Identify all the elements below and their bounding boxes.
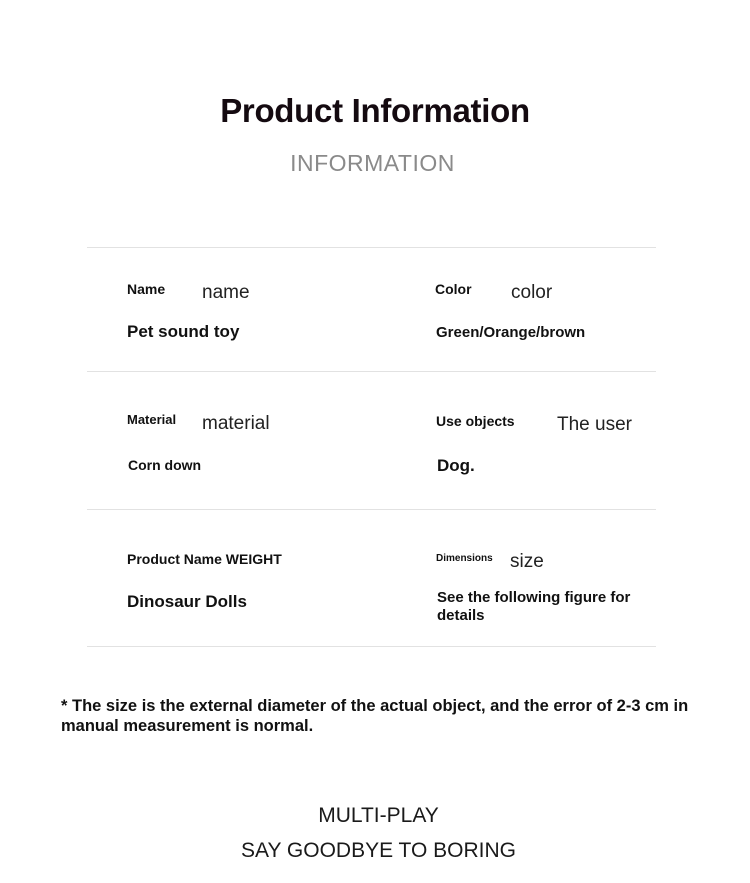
material-label-en: material bbox=[202, 413, 270, 434]
use-objects-label: Use objects bbox=[436, 413, 515, 429]
name-value: Pet sound toy bbox=[127, 322, 240, 341]
divider bbox=[87, 646, 656, 647]
dimensions-value: See the following figure for details bbox=[437, 589, 631, 624]
dimensions-label-en: size bbox=[510, 551, 544, 572]
page-subtitle: INFORMATION bbox=[290, 150, 455, 176]
color-label-en: color bbox=[511, 282, 553, 303]
name-label: Name bbox=[127, 281, 166, 297]
divider bbox=[87, 509, 656, 510]
product-name-label: Product Name WEIGHT bbox=[127, 551, 282, 567]
dimensions-label: Dimensions bbox=[436, 553, 493, 564]
footer-tagline-2: SAY GOODBYE TO BORING bbox=[240, 839, 517, 862]
name-label-en: name bbox=[202, 282, 250, 303]
material-value: Corn down bbox=[128, 457, 202, 473]
divider bbox=[87, 371, 656, 372]
product-name-value: Dinosaur Dolls bbox=[127, 592, 247, 611]
footer-tagline-1: MULTI-PLAY bbox=[318, 804, 439, 827]
material-label: Material bbox=[127, 412, 177, 427]
use-objects-label-en: The user bbox=[557, 414, 632, 435]
size-note: * The size is the external diameter of the actual object, and the error of 2-3 cm in manual measurement is normal. bbox=[61, 697, 689, 735]
divider bbox=[87, 247, 656, 248]
color-label: Color bbox=[435, 281, 472, 297]
use-objects-value: Dog. bbox=[437, 456, 475, 475]
color-value: Green/Orange/brown bbox=[436, 324, 586, 341]
page-title: Product Information bbox=[220, 92, 530, 129]
